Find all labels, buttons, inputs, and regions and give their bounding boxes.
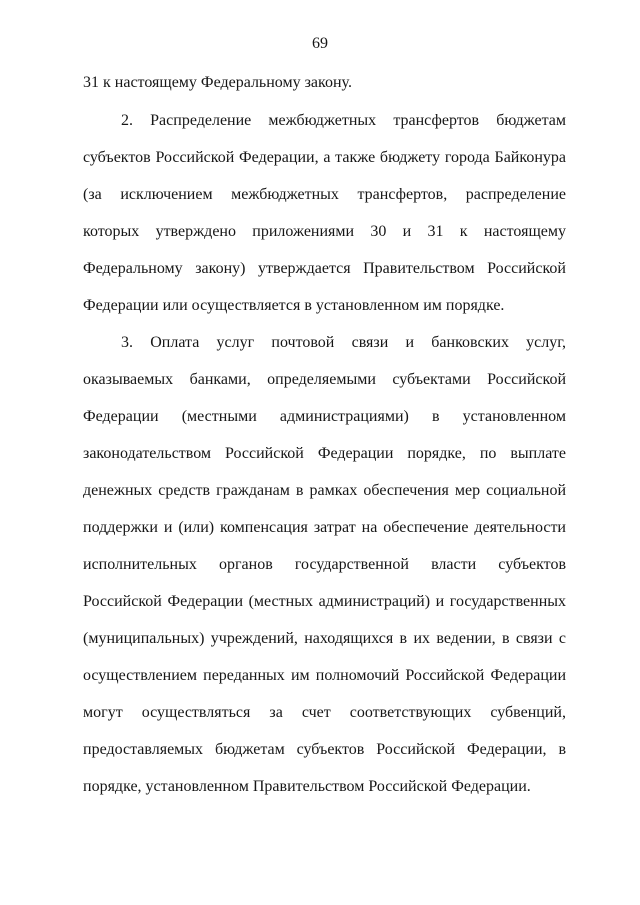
text-line: могут осуществляться за счет соответствующих субвенций, — [83, 704, 566, 721]
text-line: осуществлением переданных им полномочий Российской Федерации — [83, 667, 566, 684]
text-line: порядке, установленном Правительством Российской Федерации. — [83, 778, 531, 795]
text-line: (за исключением межбюджетных трансфертов, распределение — [83, 186, 566, 203]
text-line: которых утверждено приложениями 30 и 31 к настоящему — [83, 223, 566, 240]
text-line: 2. Распределение межбюджетных трансфертов бюджетам — [121, 112, 566, 129]
text-line: (муниципальных) учреждений, находящихся в их ведении, в связи с — [83, 630, 566, 647]
text-line: 3. Оплата услуг почтовой связи и банковских услуг, — [121, 334, 566, 351]
text-line: Российской Федерации (местных администраций) и государственных — [83, 593, 566, 610]
text-line: Федеральному закону) утверждается Правительством Российской — [83, 260, 566, 277]
text-line: денежных средств гражданам в рамках обеспечения мер социальной — [83, 482, 566, 499]
text-line: субъектов Российской Федерации, а также бюджету города Байконура — [83, 149, 566, 166]
text-line: Федерации или осуществляется в установленном им порядке. — [83, 297, 505, 314]
text-line: исполнительных органов государственной власти субъектов — [83, 556, 566, 573]
page-number: 69 — [312, 35, 328, 52]
text-line: Федерации (местными администрациями) в установленном — [83, 408, 566, 425]
text-line: предоставляемых бюджетам субъектов Российской Федерации, в — [83, 741, 566, 758]
text-line: оказываемых банками, определяемыми субъектами Российской — [83, 371, 566, 388]
text-line: 31 к настоящему Федеральному закону. — [83, 74, 352, 91]
text-line: законодательством Российской Федерации порядке, по выплате — [83, 445, 566, 462]
text-line: поддержки и (или) компенсация затрат на обеспечение деятельности — [83, 519, 566, 536]
